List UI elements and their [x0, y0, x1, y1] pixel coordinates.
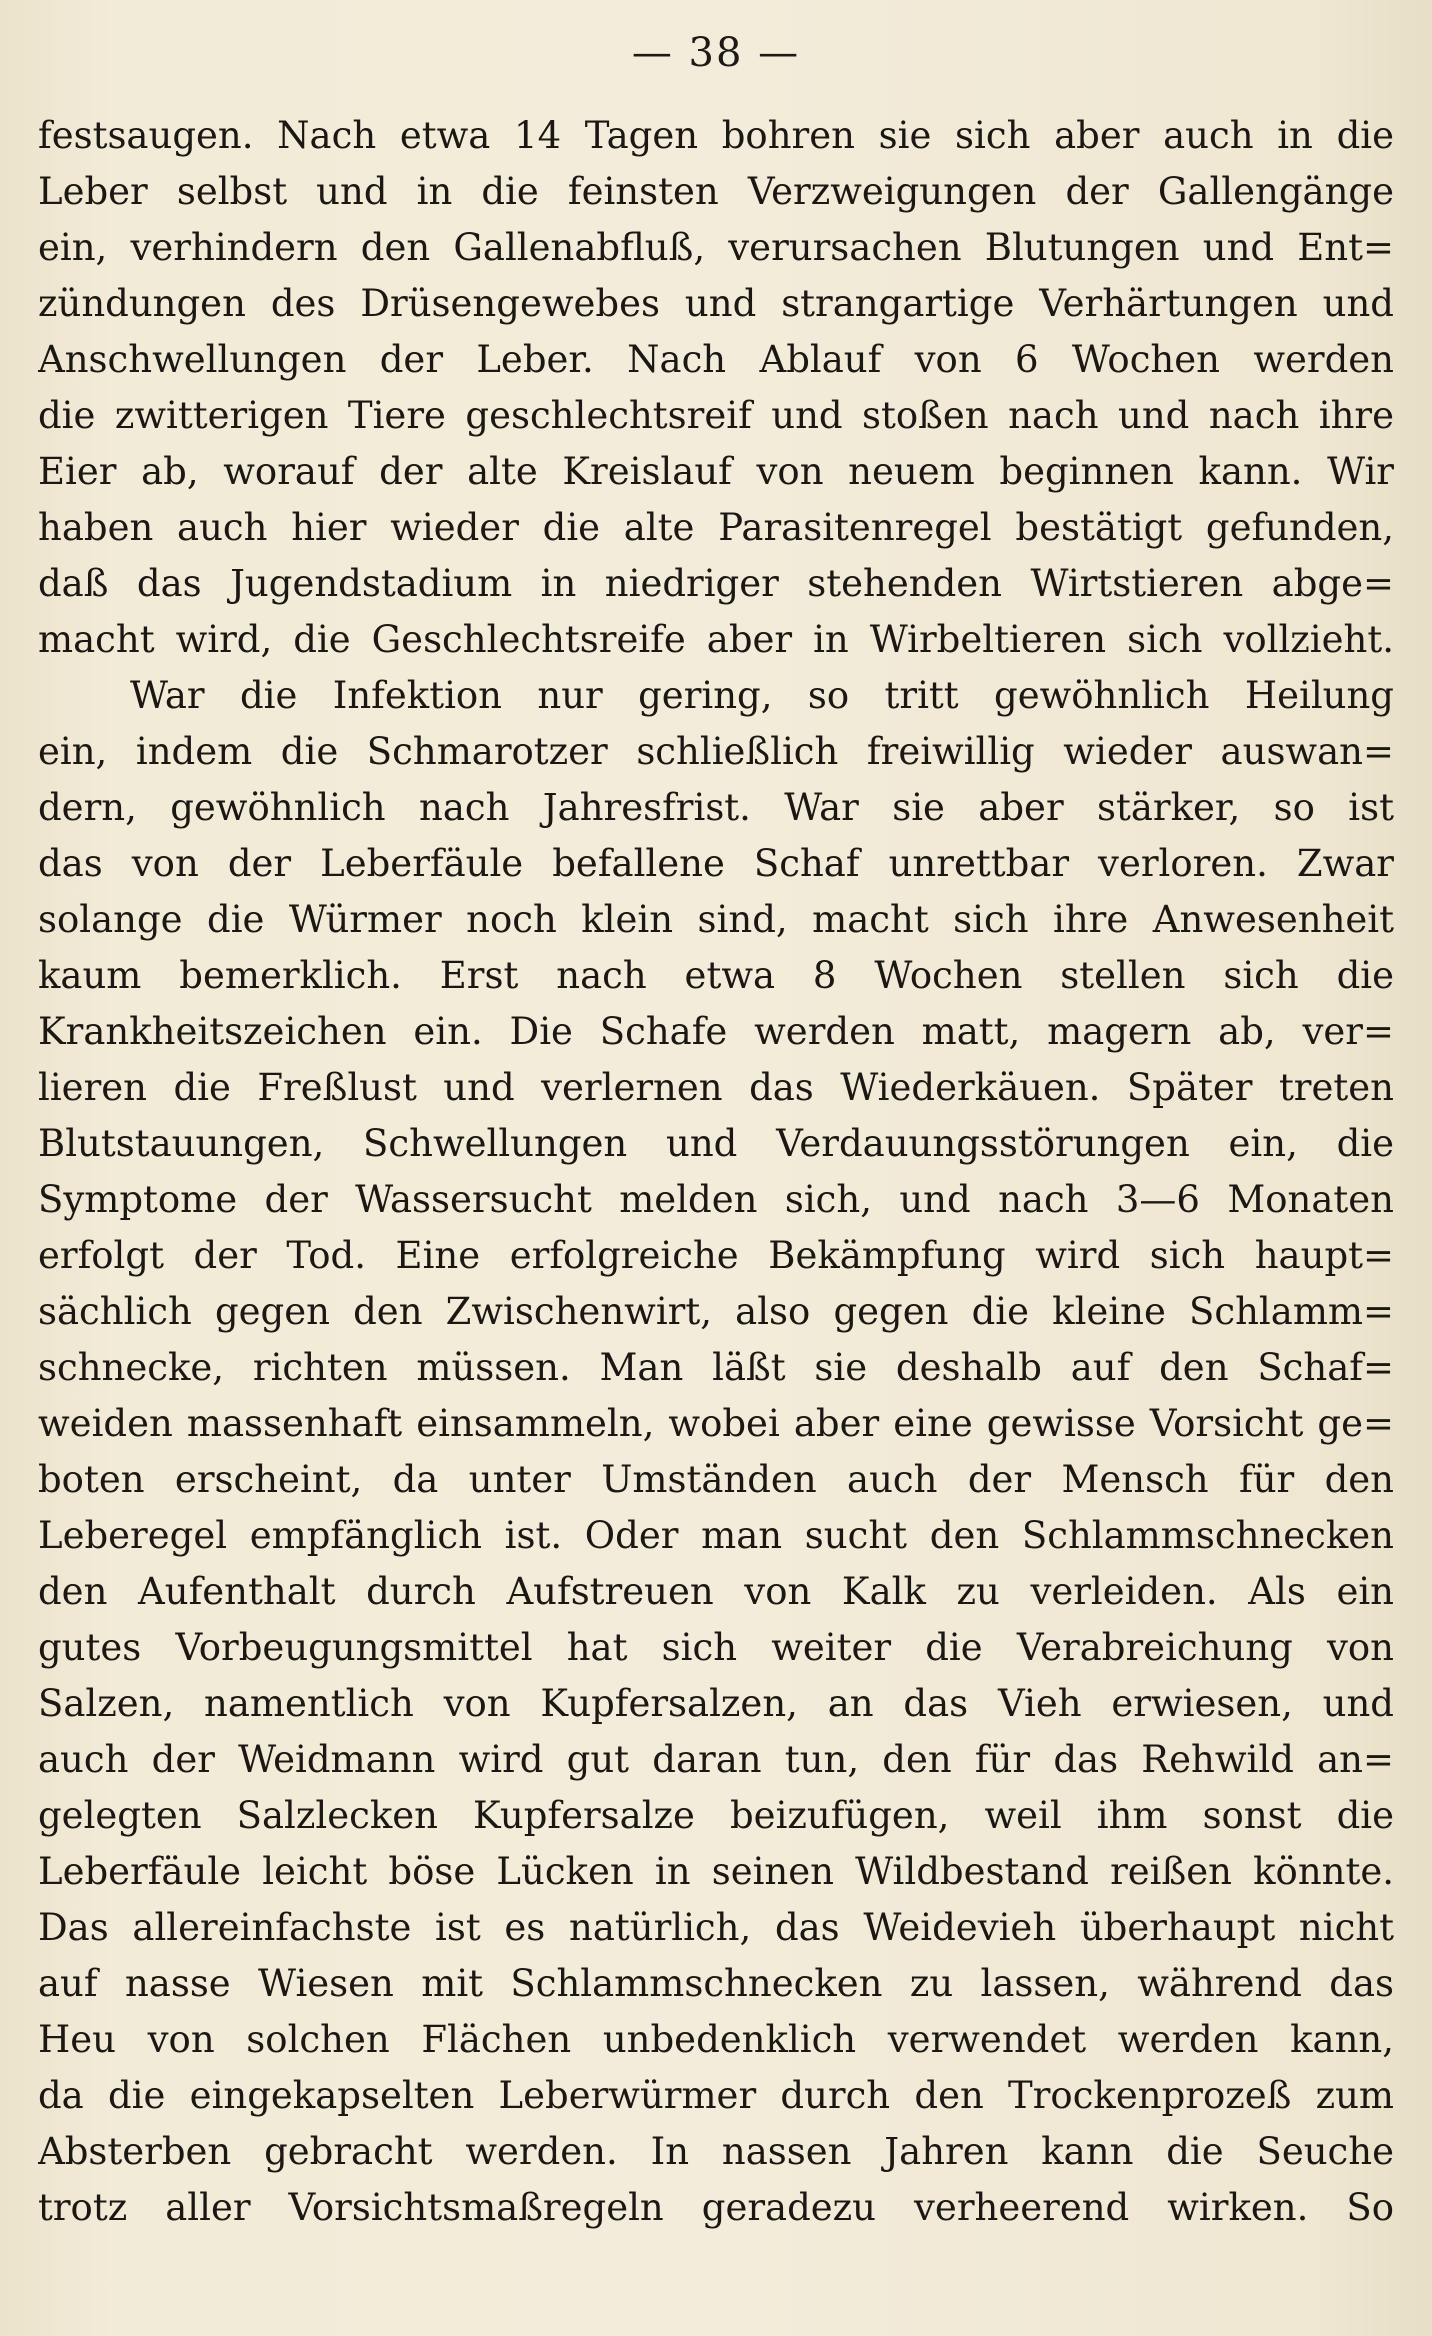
- text-line: boten erscheint, da unter Umständen auch der Mensch für den: [38, 1458, 1394, 1501]
- text-line: gelegten Salzlecken Kupfersalze beizufügen, weil ihm sonst die: [38, 1794, 1394, 1837]
- text-line: gutes Vorbeugungsmittel hat sich weiter die Verabreichung von: [38, 1626, 1394, 1669]
- body-text: [38, 108, 1394, 2236]
- text-line: zündungen des Drüsengewebes und strangartige Verhärtungen und: [38, 282, 1394, 325]
- text-line: Das allereinfachste ist es natürlich, das Weidevieh überhaupt nicht: [38, 1906, 1394, 1949]
- text-line: die zwitterigen Tiere geschlechtsreif und stoßen nach und nach ihre: [38, 394, 1394, 437]
- text-line: festsaugen. Nach etwa 14 Tagen bohren sie sich aber auch in die: [38, 114, 1394, 157]
- text-line: Blutstauungen, Schwellungen und Verdauungsstörungen ein, die: [38, 1122, 1394, 1165]
- text-line: ein, verhindern den Gallenabfluß, verursachen Blutungen und Ent=: [38, 226, 1394, 269]
- text-line: daß das Jugendstadium in niedriger stehenden Wirtstieren abge=: [38, 562, 1394, 605]
- text-line: erfolgt der Tod. Eine erfolgreiche Bekämpfung wird sich haupt=: [38, 1234, 1394, 1277]
- text-line: das von der Leberfäule befallene Schaf unrettbar verloren. Zwar: [38, 842, 1394, 885]
- text-line: sächlich gegen den Zwischenwirt, also gegen die kleine Schlamm=: [38, 1290, 1394, 1333]
- text-line: ein, indem die Schmarotzer schließlich freiwillig wieder auswan=: [38, 730, 1394, 773]
- text-line: auf nasse Wiesen mit Schlammschnecken zu lassen, während das: [38, 1962, 1394, 2005]
- text-line: kaum bemerklich. Erst nach etwa 8 Wochen stellen sich die: [38, 954, 1394, 997]
- text-line: weiden massenhaft einsammeln, wobei aber eine gewisse Vorsicht ge=: [38, 1402, 1394, 1445]
- text-line: Leber selbst und in die feinsten Verzweigungen der Gallengänge: [38, 170, 1394, 213]
- text-line: Symptome der Wassersucht melden sich, und nach 3—6 Monaten: [38, 1178, 1394, 1221]
- text-line: macht wird, die Geschlechtsreife aber in Wirbeltieren sich vollzieht.: [38, 618, 1394, 661]
- text-line: Krankheitszeichen ein. Die Schafe werden matt, magern ab, ver=: [38, 1010, 1394, 1053]
- page-number: — 38 —: [631, 30, 801, 76]
- text-line: schnecke, richten müssen. Man läßt sie deshalb auf den Schaf=: [38, 1346, 1394, 1389]
- text-line: Leberfäule leicht böse Lücken in seinen Wildbestand reißen könnte.: [38, 1850, 1394, 1893]
- text-line: den Aufenthalt durch Aufstreuen von Kalk zu verleiden. Als ein: [38, 1570, 1394, 1613]
- text-line: Heu von solchen Flächen unbedenklich verwendet werden kann,: [38, 2018, 1394, 2061]
- text-line: Anschwellungen der Leber. Nach Ablauf von 6 Wochen werden: [38, 338, 1394, 381]
- text-line: auch der Weidmann wird gut daran tun, den für das Rehwild an=: [38, 1738, 1394, 1781]
- text-line: da die eingekapselten Leberwürmer durch den Trockenprozeß zum: [38, 2074, 1394, 2117]
- text-line: haben auch hier wieder die alte Parasitenregel bestätigt gefunden,: [38, 506, 1394, 549]
- paragraph-start-line: War die Infektion nur gering, so tritt gewöhnlich Heilung: [130, 674, 1394, 717]
- text-line: dern, gewöhnlich nach Jahresfrist. War sie aber stärker, so ist: [38, 786, 1394, 829]
- text-line: Eier ab, worauf der alte Kreislauf von neuem beginnen kann. Wir: [38, 450, 1394, 493]
- text-line: lieren die Freßlust und verlernen das Wiederkäuen. Später treten: [38, 1066, 1394, 1109]
- text-line: trotz aller Vorsichtsmaßregeln geradezu verheerend wirken. So: [38, 2186, 1394, 2229]
- text-line: solange die Würmer noch klein sind, macht sich ihre Anwesenheit: [38, 898, 1394, 941]
- text-line: Absterben gebracht werden. In nassen Jahren kann die Seuche: [38, 2130, 1394, 2173]
- text-line: Salzen, namentlich von Kupfersalzen, an das Vieh erwiesen, und: [38, 1682, 1394, 1725]
- text-line: Leberegel empfänglich ist. Oder man sucht den Schlammschnecken: [38, 1514, 1394, 1557]
